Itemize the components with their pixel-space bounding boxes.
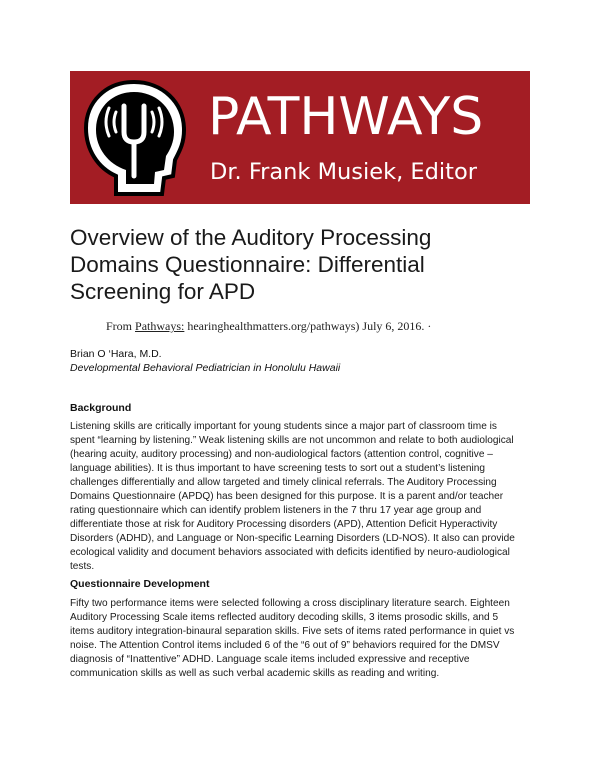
paragraph-line: differentiate those at risk for Auditory Processing disorders (APD), Attention Deficit Hyperactivity <box>70 519 498 530</box>
paragraph-line: Auditory Processing Scale items reflected auditory decoding skills, 3 items prosodic skills, and 5 <box>70 612 499 623</box>
paragraph-line: rating questionnaire which can identify problem listeners in the 7 thru 17 year age group and <box>70 505 482 516</box>
source-rest: hearinghealthmatters.org/pathways) July 6, 2016. · <box>187 319 432 333</box>
paragraph-line: noise. The Attention Control items included 6 of the “6 out of 9” behaviors required for the DMSV <box>70 640 500 651</box>
author-role: Developmental Behavioral Pediatrician in Honolulu Hawaii <box>70 362 341 374</box>
paragraph-line: Fifty two performance items were selected following a cross disciplinary literature search. Eighteen <box>70 598 510 609</box>
paragraph-line: communication skills as well as such verbal academic skills as reading and writing. <box>70 668 440 679</box>
title-line: Overview of the Auditory Processing <box>70 225 432 250</box>
paragraph-line: language abilities). It is thus important to have screening tests to sort out a student’s listening <box>70 463 486 474</box>
title-line: Domains Questionnaire: Differential <box>70 252 425 277</box>
title-line: Screening for APD <box>70 279 256 304</box>
section-heading-background: Background <box>70 402 132 414</box>
source-line <box>106 319 431 334</box>
author-name: Brian O ‘Hara, M.D. <box>70 348 162 360</box>
banner-title: PATHWAYS <box>208 87 484 147</box>
paragraph-line: ecological validity and document behaviors associated with deficits identified by neuro-audiological <box>70 547 510 558</box>
pathways-banner <box>70 71 530 204</box>
paragraph-line: diagnosis of “Inattentive” ADHD. Language scale items included expressive and receptive <box>70 654 470 665</box>
pathways-link[interactable]: Pathways: <box>135 319 185 333</box>
banner-subtitle: Dr. Frank Musiek, Editor <box>210 159 478 185</box>
head-tuning-fork-icon <box>76 76 196 200</box>
source-prefix: From <box>106 319 133 333</box>
paragraph-line: Domains Questionnaire (APDQ) has been designed for this purpose. It is a parent and/or teacher <box>70 491 504 502</box>
background-paragraph <box>70 420 540 574</box>
author-block <box>70 347 340 375</box>
paragraph-line: Listening skills are critically important for young students since a major part of classroom time is <box>70 421 497 432</box>
paragraph-line: challenges differentially and allow targeted and timely clinical referrals. The Auditory Processing <box>70 477 497 488</box>
article-title <box>70 224 530 305</box>
paragraph-line: items auditory integration-binaural separation skills. Five sets of items rated performance in quiet vs <box>70 626 515 637</box>
paragraph-line: spent “learning by listening.” Weak listening skills are not uncommon and relate to both audiological <box>70 435 514 446</box>
section-heading-questionnaire: Questionnaire Development <box>70 578 210 590</box>
questionnaire-paragraph <box>70 597 540 681</box>
paragraph-line: Disorders (ADHD), and Language or Non-specific Learning Disorders (LD-NOS). It also can provide <box>70 533 515 544</box>
paragraph-line: tests. <box>70 561 95 572</box>
paragraph-line: (hearing acuity, auditory processing) and non-audiological factors (attention control, cognitive – <box>70 449 493 460</box>
